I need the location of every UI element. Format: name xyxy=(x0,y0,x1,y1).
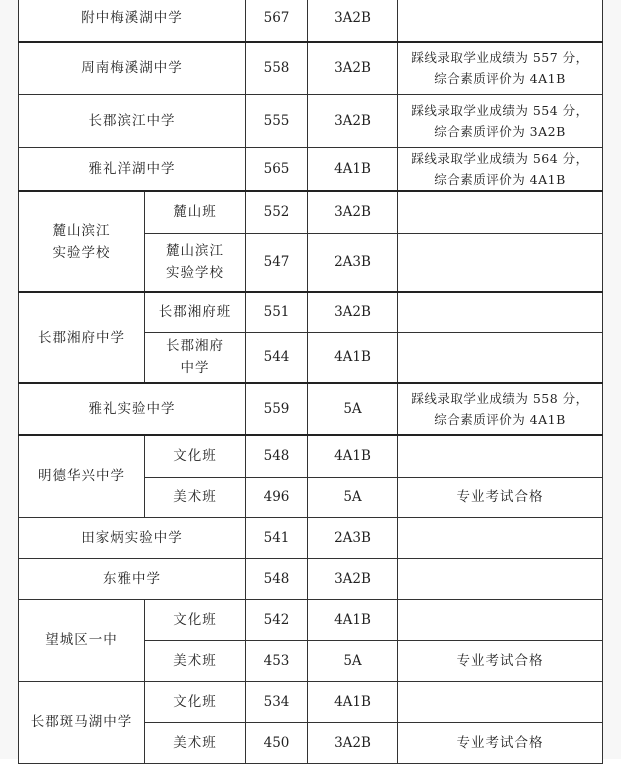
class-name: 文化班 xyxy=(145,435,246,477)
class-name-line: 麓山滨江 xyxy=(166,243,224,260)
note-line: 综合素质评价为 4A1B xyxy=(434,412,566,427)
grade-cell: 5A xyxy=(308,477,398,517)
table-row xyxy=(19,383,603,435)
grade-cell: 3A2B xyxy=(308,191,398,233)
school-name-line: 实验学校 xyxy=(52,244,111,261)
grade-cell: 4A1B xyxy=(308,435,398,477)
score-cell: 565 xyxy=(246,148,308,192)
grade-cell: 3A2B xyxy=(308,722,398,763)
table-row xyxy=(19,558,603,599)
school-name: 长郡滨江中学 xyxy=(19,95,246,148)
school-name: 雅礼洋湖中学 xyxy=(19,148,246,192)
note-cell xyxy=(398,383,603,435)
note-cell: 专业考试合格 xyxy=(398,477,603,517)
score-cell: 559 xyxy=(246,383,308,435)
score-cell: 544 xyxy=(246,332,308,383)
score-cell: 555 xyxy=(246,95,308,148)
note-cell xyxy=(398,435,603,477)
school-name: 明德华兴中学 xyxy=(19,435,145,517)
score-cell: 552 xyxy=(246,191,308,233)
table-row xyxy=(19,191,603,233)
note-cell: 专业考试合格 xyxy=(398,722,603,763)
school-name: 长郡湘府中学 xyxy=(19,292,145,383)
note-cell xyxy=(398,95,603,148)
note-cell xyxy=(398,233,603,292)
grade-cell: 3A2B xyxy=(308,292,398,332)
note-cell xyxy=(398,292,603,332)
school-name: 雅礼实验中学 xyxy=(19,383,246,435)
table-row xyxy=(19,42,603,95)
note-line: 踩线录取学业成绩为 554 分， xyxy=(411,103,589,118)
grade-cell: 2A3B xyxy=(308,233,398,292)
class-name: 长郡湘府班 xyxy=(145,292,246,332)
note-cell xyxy=(398,558,603,599)
grade-cell: 3A2B xyxy=(308,0,398,42)
table-row xyxy=(19,292,603,332)
note-cell xyxy=(398,0,603,42)
score-cell: 541 xyxy=(246,517,308,558)
table-row xyxy=(19,681,603,722)
score-cell: 558 xyxy=(246,42,308,95)
note-line: 综合素质评价为 4A1B xyxy=(434,172,566,187)
class-name: 美术班 xyxy=(145,640,246,681)
score-cell: 496 xyxy=(246,477,308,517)
note-cell xyxy=(398,148,603,192)
grade-cell: 2A3B xyxy=(308,517,398,558)
note-cell xyxy=(398,681,603,722)
class-name-line: 中学 xyxy=(180,360,210,377)
score-cell: 547 xyxy=(246,233,308,292)
note-cell xyxy=(398,191,603,233)
admission-table xyxy=(18,0,603,764)
school-name: 长郡斑马湖中学 xyxy=(19,681,145,763)
score-cell: 567 xyxy=(246,0,308,42)
table-row xyxy=(19,0,603,42)
score-cell: 453 xyxy=(246,640,308,681)
class-name xyxy=(145,233,246,292)
grade-cell: 3A2B xyxy=(308,42,398,95)
school-name: 周南梅溪湖中学 xyxy=(19,42,246,95)
note-cell xyxy=(398,332,603,383)
grade-cell: 4A1B xyxy=(308,599,398,640)
table-row xyxy=(19,517,603,558)
score-cell: 548 xyxy=(246,435,308,477)
grade-cell: 4A1B xyxy=(308,332,398,383)
grade-cell: 3A2B xyxy=(308,95,398,148)
class-name xyxy=(145,332,246,383)
class-name: 美术班 xyxy=(145,722,246,763)
note-line: 踩线录取学业成绩为 557 分， xyxy=(411,50,589,66)
note-line: 综合素质评价为 4A1B xyxy=(434,71,566,87)
school-name: 望城区一中 xyxy=(19,599,145,681)
table-row xyxy=(19,599,603,640)
class-name: 文化班 xyxy=(145,599,246,640)
score-cell: 542 xyxy=(246,599,308,640)
class-name: 麓山班 xyxy=(145,191,246,233)
school-name xyxy=(19,191,145,292)
class-name: 美术班 xyxy=(145,477,246,517)
score-cell: 548 xyxy=(246,558,308,599)
score-cell: 450 xyxy=(246,722,308,763)
table-row xyxy=(19,148,603,192)
score-cell: 534 xyxy=(246,681,308,722)
table-row xyxy=(19,95,603,148)
grade-cell: 5A xyxy=(308,383,398,435)
note-line: 踩线录取学业成绩为 558 分， xyxy=(411,391,589,406)
note-cell xyxy=(398,599,603,640)
grade-cell: 3A2B xyxy=(308,558,398,599)
class-name-line: 实验学校 xyxy=(166,265,224,282)
school-name-line: 麓山滨江 xyxy=(52,222,111,239)
note-cell: 专业考试合格 xyxy=(398,640,603,681)
grade-cell: 4A1B xyxy=(308,148,398,192)
note-cell xyxy=(398,42,603,95)
class-name: 文化班 xyxy=(145,681,246,722)
class-name-line: 长郡湘府 xyxy=(166,338,224,355)
school-name: 附中梅溪湖中学 xyxy=(19,0,246,42)
note-line: 踩线录取学业成绩为 564 分， xyxy=(411,151,589,166)
grade-cell: 5A xyxy=(308,640,398,681)
score-cell: 551 xyxy=(246,292,308,332)
school-name: 东雅中学 xyxy=(19,558,246,599)
table-row xyxy=(19,435,603,477)
school-name: 田家炳实验中学 xyxy=(19,517,246,558)
note-cell xyxy=(398,517,603,558)
grade-cell: 4A1B xyxy=(308,681,398,722)
note-line: 综合素质评价为 3A2B xyxy=(434,124,566,139)
